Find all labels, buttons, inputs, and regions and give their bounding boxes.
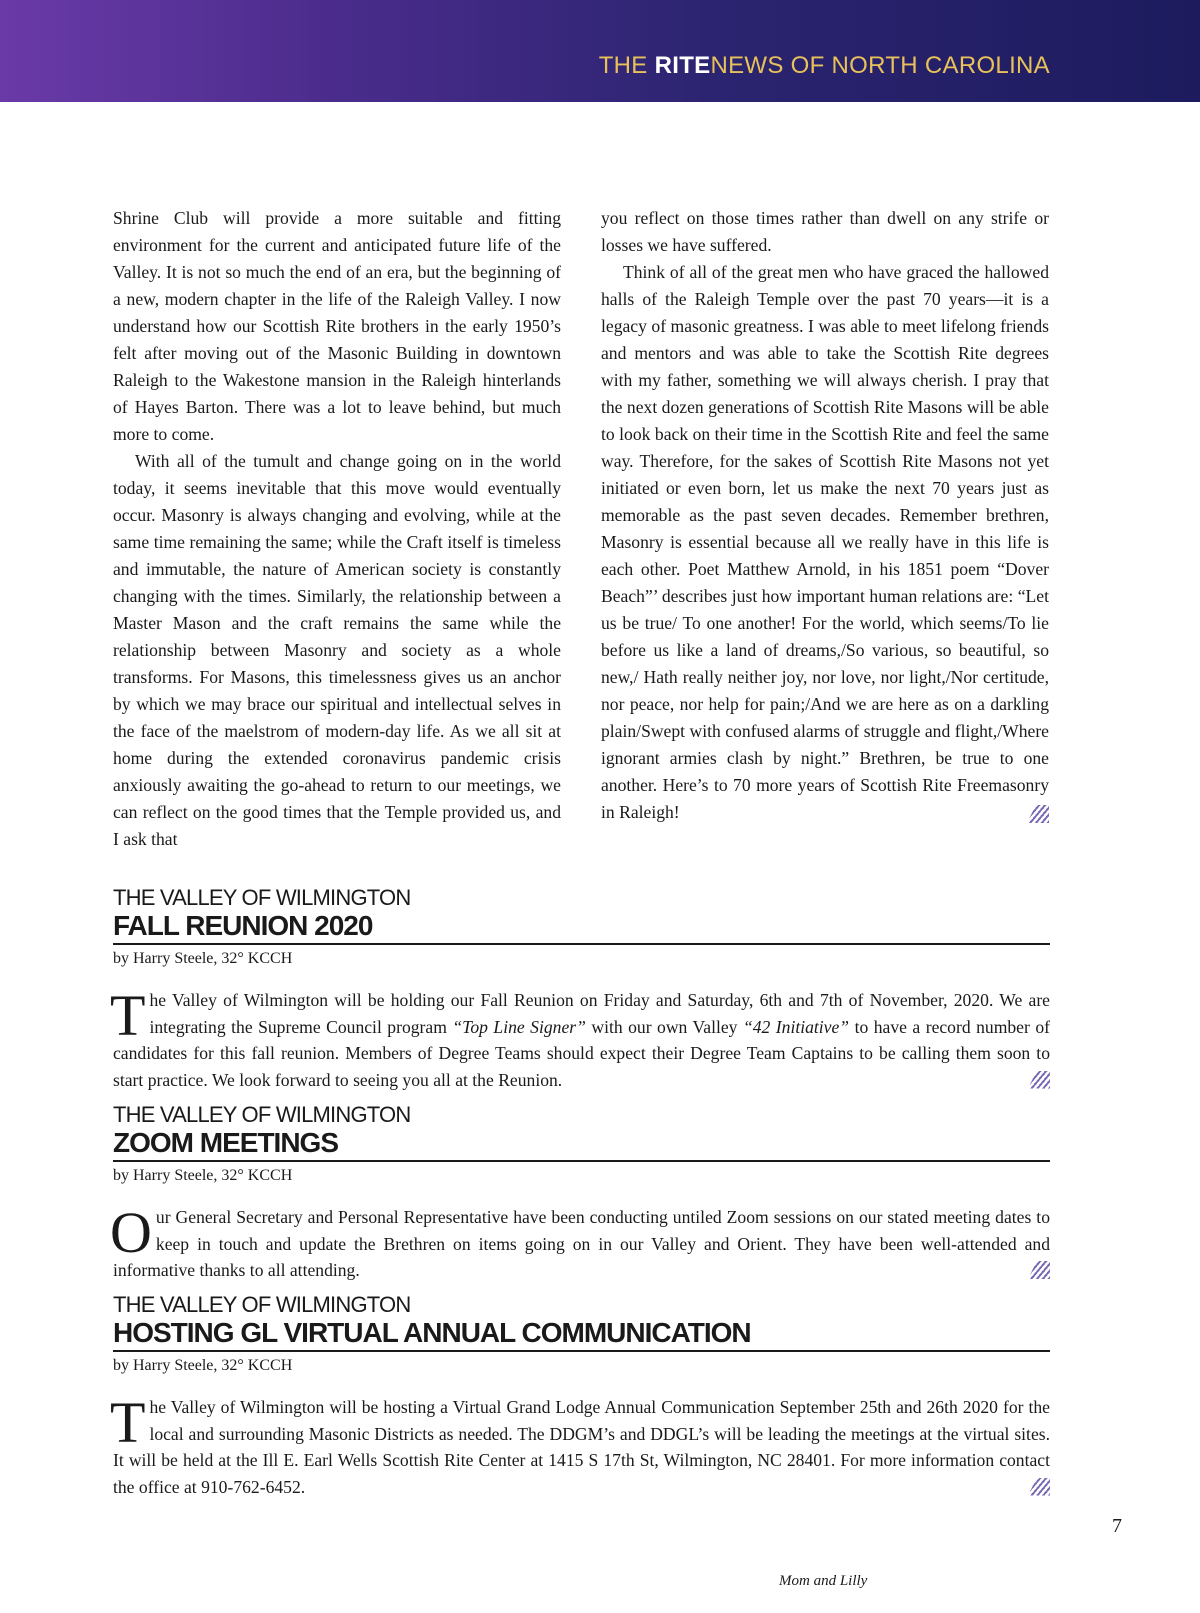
program-name: “Top Line Signer” bbox=[452, 1016, 586, 1037]
paragraph bbox=[601, 259, 1049, 826]
article-body bbox=[110, 1200, 1050, 1284]
paragraph: Shrine Club will provide a more suitable and fitting environment for the current and anticipated future life of the Valley. It is not so much the end of an era, but the beginning of a new, modern chapter in the life of the Raleigh Valley. I now understand how our Scottish Rite brothers in the early 1950’s felt after moving out of the Masonic Building in downtown Raleigh to the Wakestone mansion in the Raleigh hinterlands of Hayes Barton. There was a lot to leave behind, but much more to come. bbox=[113, 208, 561, 444]
section-kicker: THE VALLEY OF WILMINGTON bbox=[113, 1102, 411, 1127]
drop-cap: T bbox=[110, 983, 146, 1048]
article-headline: ZOOM MEETINGS bbox=[113, 1128, 1050, 1162]
body-text-segment: with our own Valley bbox=[585, 1016, 743, 1037]
article-headline: HOSTING GL VIRTUAL ANNUAL COMMUNICATION bbox=[113, 1318, 1050, 1352]
header-banner bbox=[0, 0, 1200, 102]
end-of-article-icon bbox=[1028, 1478, 1050, 1496]
article-zoom-meetings bbox=[110, 1102, 1050, 1284]
title-suffix: NEWS OF NORTH CAROLINA bbox=[710, 52, 1050, 79]
end-of-article-icon bbox=[1027, 805, 1049, 823]
end-of-article-icon bbox=[1028, 1261, 1050, 1279]
body-text-segment: he Valley of Wilmington will be hosting a Virtual Grand Lodge Annual Communication September 25th and 26th 2020 for the local and surrounding Masonic Districts as needed. The DDGM’s and DDGL’s will be leading the meetings at the virtual sites. It will be held at the Ill E. Earl Wells Scottish Rite Center at 1415 S 17th St, Wilmington, NC 28401. For more information contact the office at 910-762-6452. bbox=[113, 1397, 1050, 1497]
drop-cap: O bbox=[110, 1200, 152, 1265]
byline: by Harry Steele, 32° KCCH bbox=[113, 1167, 293, 1184]
body-text-segment: he Valley of Wilmington will be holding our Fall Reunion on Friday and Saturday, 6th and 7th of November, 2020. We are integrating the Supreme Council program bbox=[149, 990, 1050, 1037]
article-body bbox=[110, 983, 1050, 1093]
paragraph: With all of the tumult and change going on in the world today, it seems inevitable that this move would eventually occur. Masonry is always changing and evolving, while at the same time remaining the same; while the Craft itself is timeless and immutable, the nature of American society is constantly changing with the times. Similarly, the relationship between a Master Mason and the craft remains the same while the relationship between Masonry and society as a whole transforms. For Masons, this timelessness gives us an anchor by which we may brace our spiritual and intellectual selves in the face of the maelstrom of modern-day life. As we all sit at home during the extended coronavirus pandemic crisis anxiously awaiting the go-ahead to return to our meetings, we can reflect on the good times that the Temple provided us, and I ask that bbox=[113, 451, 561, 849]
byline: by Harry Steele, 32° KCCH bbox=[113, 950, 293, 967]
article-headline: FALL REUNION 2020 bbox=[113, 911, 1050, 945]
paragraph-text: Think of all of the great men who have graced the hallowed halls of the Raleigh Temple over the past 70 years—it is a legacy of masonic greatness. I was able to meet lifelong friends and mentors and was able to take the Scottish Rite degrees with my father, something we will always cherish. I pray that the next dozen generations of Scottish Rite Masons will be able to look back on their time in the Scottish Rite and feel the same way. Therefore, for the sakes of Scottish Rite Masons not yet initiated or even born, let us make the next 70 years just as memorable as the past seven decades. Remember brethren, Masonry is essential because all we really have in this life is each other. Poet Matthew Arnold, in his 1851 poem “Dover Beach”’ describes just how important human relations are: “Let us be true/ To one another! For the world, which seems/To lie before us like a land of dreams,/So various, so beautiful, so new,/ Hath really neither joy, nor love, nor light,/Nor certitude, nor peace, nor help for pain;/And we are here as on a darkling plain/Swept with confused alarms of struggle and flight,/Where ignorant armies clash by night.” Brethren, be true to one another. Here’s to 70 more years of Scottish Rite Freemasonry in Raleigh! bbox=[601, 262, 1049, 822]
section-kicker: THE VALLEY OF WILMINGTON bbox=[113, 885, 411, 910]
page-number: 7 bbox=[1112, 1515, 1122, 1537]
initiative-name: “42 Initiative” bbox=[742, 1016, 850, 1037]
article-column-left bbox=[113, 205, 561, 853]
end-of-article-icon bbox=[1028, 1071, 1050, 1089]
section-kicker: THE VALLEY OF WILMINGTON bbox=[113, 1292, 411, 1317]
paragraph: you reflect on those times rather than dwell on any strife or losses we have suffered. bbox=[601, 208, 1049, 255]
title-rite: RITE bbox=[654, 52, 711, 79]
article-fall-reunion bbox=[110, 885, 1050, 1093]
publication-title bbox=[599, 52, 1050, 80]
title-prefix: THE bbox=[598, 52, 655, 79]
drop-cap: T bbox=[110, 1390, 146, 1455]
article-column-right bbox=[601, 205, 1049, 826]
article-body bbox=[110, 1390, 1050, 1500]
article-virtual-annual-communication bbox=[110, 1292, 1050, 1500]
photo-caption: Mom and Lilly bbox=[779, 1573, 868, 1589]
body-text-segment: ur General Secretary and Personal Representative have been conducting untiled Zoom sessions on our stated meeting dates to keep in touch and update the Brethren on items going on in our Valley and Orient. They have been well-attended and informative thanks to all attending. bbox=[113, 1207, 1050, 1280]
body-text-segment: to have a record number of candidates for this fall reunion. Members of Degree Teams should expect their Degree Team Captains to be calling them soon to start practice. We look forward to seeing you all at the Reunion. bbox=[113, 1016, 1050, 1090]
byline: by Harry Steele, 32° KCCH bbox=[113, 1357, 293, 1374]
